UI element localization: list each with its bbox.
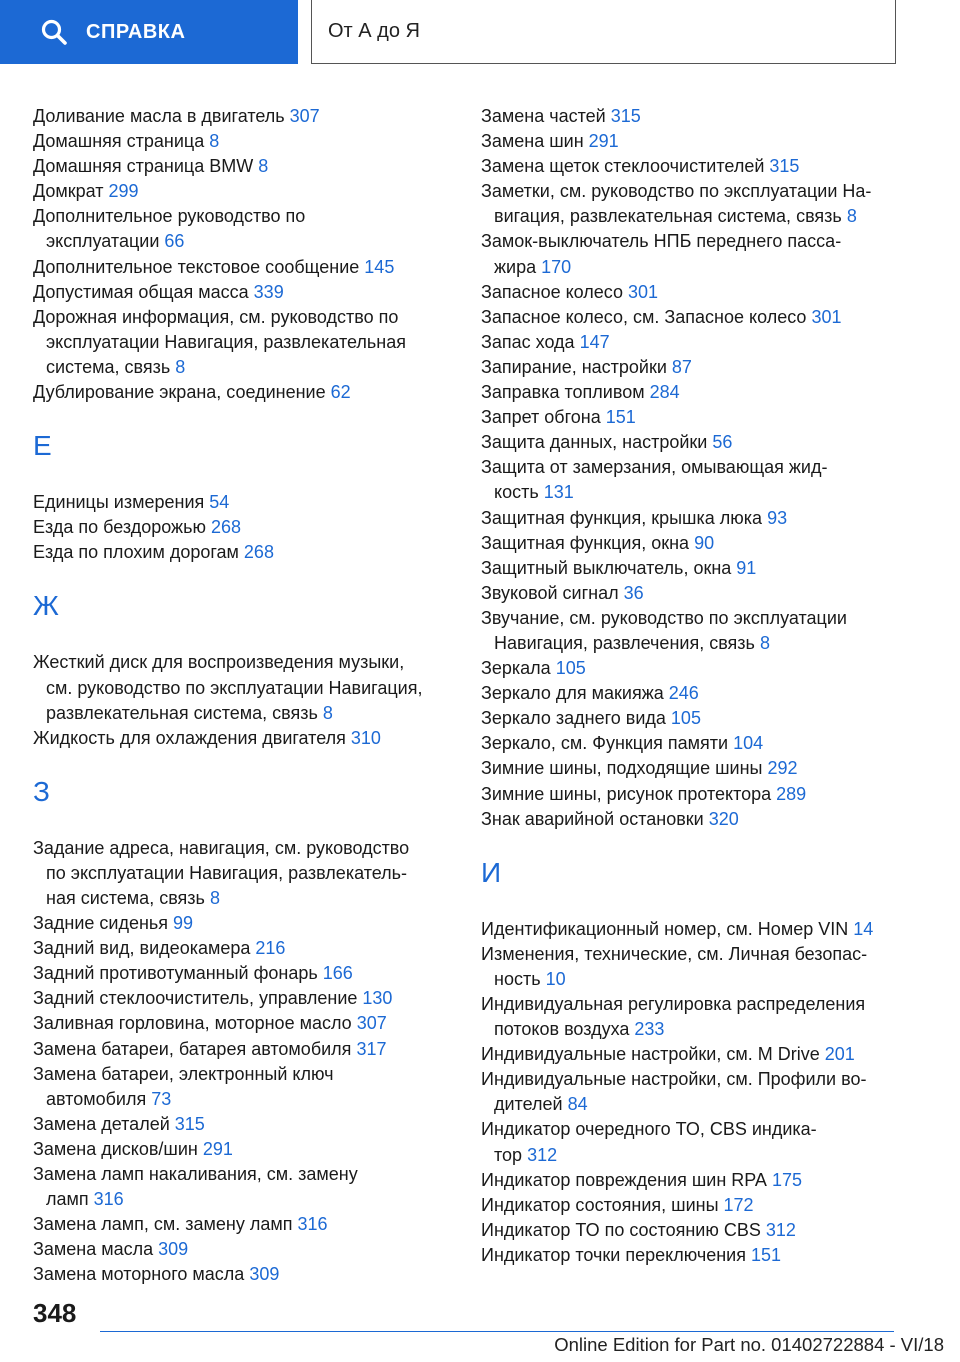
index-entry-text: Жидкость для охлаждения двигателя <box>33 727 346 748</box>
page-reference-link[interactable]: 301 <box>811 306 842 327</box>
help-tab-label: СПРАВКА <box>86 20 186 43</box>
index-entry-text: Замена батареи, батарея автомобиля <box>33 1038 352 1059</box>
page-reference-link[interactable]: 310 <box>350 727 381 748</box>
index-entry <box>481 355 901 380</box>
index-entry-text: см. руководство по эксплуатации Навигация, <box>46 677 423 698</box>
index-entry <box>33 1162 443 1212</box>
page-reference-link[interactable]: 151 <box>605 407 636 428</box>
index-entry-text: кость <box>494 482 539 503</box>
page-reference-link[interactable]: 105 <box>555 658 586 679</box>
index-entry-text: эксплуатации Навигация, развлекательная <box>46 331 406 352</box>
index-entry-text: дителей <box>494 1094 563 1115</box>
index-entry-text: Зеркала <box>481 658 551 679</box>
index-entry-text: тор <box>494 1144 523 1165</box>
footer-divider <box>100 1331 894 1332</box>
index-entry-text: Доливание масла в двигатель <box>33 106 285 126</box>
index-entry-text: Жесткий диск для воспроизведения музыки, <box>33 652 405 673</box>
index-entry <box>481 455 901 505</box>
index-entry <box>33 204 443 254</box>
index-letter-heading: Е <box>33 430 52 462</box>
index-entry-text: развлекательная система, связь <box>46 702 318 723</box>
index-entry <box>33 1062 443 1112</box>
index-entry <box>481 606 901 656</box>
index-entry <box>481 1168 901 1193</box>
page-reference-link[interactable]: 66 <box>164 231 185 252</box>
index-entry <box>481 430 901 455</box>
index-entry <box>33 104 443 129</box>
index-entry <box>481 104 901 129</box>
page-reference-link[interactable]: 289 <box>776 783 807 804</box>
page-reference-link[interactable]: 309 <box>158 1239 189 1260</box>
index-entry-text: Замена щеток стеклоочистителей <box>481 156 765 177</box>
index-entry <box>33 305 443 380</box>
index-entry <box>33 1237 443 1262</box>
index-entry-text: Зеркало заднего вида <box>481 708 666 729</box>
index-entry-text: Езда по плохим дорогам <box>33 542 239 563</box>
page-reference-link[interactable]: 166 <box>322 963 353 984</box>
index-entry-text: Защита от замерзания, омывающая жид- <box>481 457 828 478</box>
a-to-z-tab[interactable] <box>311 0 896 64</box>
index-entry-text: Задний противотуманный фонарь <box>33 963 318 984</box>
page-reference-link[interactable]: 104 <box>733 733 764 754</box>
page-reference-link[interactable]: 301 <box>628 281 659 302</box>
page-reference-link[interactable]: 291 <box>202 1138 233 1159</box>
index-entry <box>33 836 443 911</box>
index-entry-text: Задний вид, видеокамера <box>33 938 251 959</box>
index-entry-text: Индикатор очередного ТО, CBS индика- <box>481 1119 817 1140</box>
page-reference-link[interactable]: 8 <box>846 206 857 227</box>
index-entry <box>33 179 443 204</box>
index-entry <box>481 405 901 430</box>
index-entry <box>33 1112 443 1137</box>
page-reference-link[interactable]: 309 <box>249 1264 280 1285</box>
index-column-left <box>33 104 443 1287</box>
page-reference-link[interactable]: 130 <box>362 988 393 1009</box>
index-entry <box>33 1212 443 1237</box>
index-entry-text: Запас хода <box>481 331 575 352</box>
index-entry-text: Звучание, см. руководство по эксплуатации <box>481 607 847 628</box>
page-reference-link[interactable]: 105 <box>670 708 701 729</box>
page-reference-link[interactable]: 291 <box>588 131 619 152</box>
index-entry-text: Индикатор повреждения шин RPA <box>481 1169 767 1190</box>
index-entry <box>33 1037 443 1062</box>
index-entry-text: Защитная функция, окна <box>481 532 690 553</box>
index-entry-text: Индикатор состояния, шины <box>481 1194 719 1215</box>
page-reference-link[interactable]: 73 <box>151 1088 172 1109</box>
index-entry-text: Дублирование экрана, соединение <box>33 382 326 403</box>
index-entry-text: автомобиля <box>46 1088 147 1109</box>
index-entry <box>481 380 901 405</box>
search-icon <box>40 18 68 46</box>
index-entry-text: Домашняя страница BMW <box>33 156 254 177</box>
index-entry-text: Индикатор точки переключения <box>481 1244 746 1265</box>
index-entry-text: Защитный выключатель, окна <box>481 557 732 578</box>
index-entry <box>33 1011 443 1036</box>
page-reference-link[interactable]: 91 <box>736 557 757 578</box>
page-reference-link[interactable]: 90 <box>694 532 715 553</box>
index-entry-text: ная система, связь <box>46 887 205 908</box>
page-reference-link[interactable]: 10 <box>545 968 566 989</box>
index-entry <box>481 807 901 832</box>
index-entry <box>33 540 443 565</box>
index-entry-text: Замена деталей <box>33 1113 170 1134</box>
edition-label: Online Edition for Part no. 01402722884 - VI/18 <box>554 1334 944 1355</box>
index-entry <box>481 917 901 942</box>
page-reference-link[interactable]: 292 <box>767 758 798 779</box>
page-reference-link[interactable]: 317 <box>356 1038 387 1059</box>
index-entry-text: Звуковой сигнал <box>481 582 619 603</box>
index-entry-text: потоков воздуха <box>494 1019 630 1040</box>
index-entry-text: система, связь <box>46 356 171 377</box>
page-reference-link[interactable]: 131 <box>543 482 574 503</box>
page-reference-link[interactable]: 299 <box>108 181 139 202</box>
page-reference-link[interactable]: 36 <box>623 582 644 603</box>
page-number: 348 <box>33 1298 77 1328</box>
index-entry-text: Дополнительное текстовое сообщение <box>33 256 360 277</box>
index-entry <box>481 1193 901 1218</box>
index-entry-text: Задний стеклоочиститель, управление <box>33 988 358 1009</box>
index-entry <box>481 129 901 154</box>
index-entry <box>481 1067 901 1117</box>
index-entry <box>481 942 901 992</box>
index-entry-text: Дополнительное руководство по <box>33 206 306 227</box>
page-reference-link[interactable]: 93 <box>767 507 788 528</box>
header <box>0 0 960 66</box>
page-reference-link[interactable]: 54 <box>209 492 230 513</box>
index-entry-text: Заливная горловина, моторное масло <box>33 1013 352 1034</box>
index-entry <box>33 726 443 751</box>
page-reference-link[interactable]: 84 <box>567 1094 588 1115</box>
index-entry <box>481 229 901 279</box>
index-entry-text: Замена моторного масла <box>33 1264 245 1285</box>
page-reference-link[interactable]: 316 <box>297 1214 328 1235</box>
index-entry <box>33 1262 443 1287</box>
index-entry-text: Защита данных, настройки <box>481 432 708 453</box>
page-reference-link[interactable]: 8 <box>322 702 333 723</box>
index-entry <box>33 515 443 540</box>
index-entry-text: Идентификационный номер, см. Номер VIN <box>481 918 849 939</box>
index-entry-text: Навигация, развлечения, связь <box>494 632 755 653</box>
page-reference-link[interactable]: 147 <box>579 331 610 352</box>
index-entry-text: Зимние шины, рисунок протектора <box>481 783 772 804</box>
index-entry-text: Езда по бездорожью <box>33 517 206 538</box>
index-entry <box>33 986 443 1011</box>
index-entry-text: Замена шин <box>481 131 584 152</box>
index-entry <box>481 756 901 781</box>
index-entry-text: Задание адреса, навигация, см. руководство <box>33 837 410 858</box>
index-letter-heading: И <box>481 856 502 888</box>
page-reference-link[interactable]: 268 <box>210 517 242 538</box>
index-entry-text: Замена масла <box>33 1239 154 1260</box>
page-reference-link[interactable]: 201 <box>824 1044 855 1065</box>
page-reference-link[interactable]: 56 <box>712 432 733 453</box>
index-entry <box>33 1137 443 1162</box>
index-entry-text: Домкрат <box>33 181 104 202</box>
index-entry-text: Единицы измерения <box>33 492 205 513</box>
page-reference-link[interactable]: 315 <box>174 1113 205 1134</box>
index-entry <box>481 992 901 1042</box>
index-entry <box>481 330 901 355</box>
index-entry-text: Индивидуальные настройки, см. M Drive <box>481 1044 820 1065</box>
index-entry-text: Зеркало, см. Функция памяти <box>481 733 729 754</box>
page-reference-link[interactable]: 8 <box>258 156 269 177</box>
index-letter-heading: Ж <box>33 590 59 622</box>
page-reference-link[interactable]: 339 <box>253 281 284 302</box>
page-reference-link[interactable]: 284 <box>649 382 680 403</box>
index-entry-text: ность <box>494 968 541 989</box>
index-entry <box>481 506 901 531</box>
index-entry-text: Замена дисков/шин <box>33 1138 198 1159</box>
index-entry-text: по эксплуатации Навигация, развлекатель- <box>46 862 408 883</box>
index-entry <box>33 380 443 405</box>
index-entry <box>481 556 901 581</box>
page-reference-link[interactable]: 8 <box>209 131 220 152</box>
index-entry <box>33 911 443 936</box>
index-entry-text: Запасное колесо <box>481 281 624 302</box>
index-entry-text: Замена ламп, см. замену ламп <box>33 1214 293 1235</box>
index-entry-text: эксплуатации <box>46 231 160 252</box>
index-entry-text: Запирание, настройки <box>481 356 667 377</box>
index-entry <box>481 1117 901 1167</box>
index-entry <box>33 154 443 179</box>
index-entry <box>481 179 901 229</box>
index-entry <box>33 961 443 986</box>
page-reference-link[interactable]: 170 <box>541 256 572 277</box>
index-entry <box>481 1243 901 1268</box>
index-entry <box>481 1042 901 1067</box>
index-entry <box>481 305 901 330</box>
index-entry <box>33 936 443 961</box>
page-reference-link[interactable]: 216 <box>255 938 286 959</box>
index-entry-text: Замена ламп накаливания, см. замену <box>33 1164 358 1184</box>
index-entry <box>33 255 443 280</box>
page-reference-link[interactable]: 312 <box>765 1219 796 1240</box>
index-entry-text: Дорожная информация, см. руководство по <box>33 306 399 327</box>
index-entry <box>33 280 443 305</box>
index-entry-text: Замена частей <box>481 106 606 126</box>
index-entry-text: вигация, развлекательная система, связь <box>494 206 842 227</box>
index-entry <box>481 656 901 681</box>
index-entry-text: Заметки, см. руководство по эксплуатации На- <box>481 181 872 202</box>
page-reference-link[interactable]: 315 <box>769 156 800 177</box>
page-reference-link[interactable]: 175 <box>771 1169 802 1190</box>
page-reference-link[interactable]: 151 <box>750 1244 781 1265</box>
index-entry-text: Запасное колесо, см. Запасное колесо <box>481 306 807 327</box>
page-reference-link[interactable]: 8 <box>175 356 186 377</box>
index-entry-text: Индивидуальные настройки, см. Профили во- <box>481 1069 867 1090</box>
index-entry <box>33 490 443 515</box>
index-entry-text: Домашняя страница <box>33 131 205 152</box>
index-entry <box>481 681 901 706</box>
index-entry <box>481 782 901 807</box>
page-reference-link[interactable]: 268 <box>243 542 274 563</box>
page-reference-link[interactable]: 312 <box>527 1144 558 1165</box>
index-entry-text: Знак аварийной остановки <box>481 808 704 829</box>
index-entry-text: Допустимая общая масса <box>33 281 249 302</box>
index-entry-text: жира <box>494 256 537 277</box>
index-entry <box>33 650 443 725</box>
page-reference-link[interactable]: 233 <box>634 1019 665 1040</box>
page-reference-link[interactable]: 8 <box>209 887 220 908</box>
page-reference-link[interactable]: 316 <box>93 1189 124 1210</box>
page-reference-link[interactable]: 246 <box>668 683 699 704</box>
index-entry <box>481 581 901 606</box>
index-entry <box>481 706 901 731</box>
page-reference-link[interactable]: 62 <box>330 382 351 403</box>
index-entry-text: Зимние шины, подходящие шины <box>481 758 763 779</box>
page-reference-link[interactable]: 307 <box>356 1013 387 1034</box>
index-entry-text: Заправка топливом <box>481 382 645 403</box>
index-entry <box>481 531 901 556</box>
index-entry-text: Зеркало для макияжа <box>481 683 664 704</box>
index-entry <box>481 1218 901 1243</box>
a-to-z-tab-label: От А до Я <box>328 20 420 42</box>
page-reference-link[interactable]: 99 <box>173 913 194 934</box>
page-reference-link[interactable]: 320 <box>708 808 739 829</box>
page-reference-link[interactable]: 172 <box>723 1194 754 1215</box>
index-entry-text: Индикатор ТО по состоянию CBS <box>481 1219 761 1240</box>
index-entry <box>33 129 443 154</box>
help-tab[interactable] <box>0 0 298 64</box>
index-entry-text: Защитная функция, крышка люка <box>481 507 763 528</box>
index-entry-text: ламп <box>46 1189 89 1210</box>
index-entry-text: Замена батареи, электронный ключ <box>33 1063 334 1084</box>
index-entry-text: Задние сиденья <box>33 913 169 934</box>
index-entry-text: Изменения, технические, см. Личная безопас- <box>481 943 868 964</box>
index-entry <box>481 280 901 305</box>
index-letter-heading: З <box>33 775 50 807</box>
page-reference-link[interactable]: 307 <box>289 106 320 126</box>
page-reference-link[interactable]: 14 <box>853 918 874 939</box>
page-reference-link[interactable]: 145 <box>364 256 395 277</box>
index-entry-text: Запрет обгона <box>481 407 601 428</box>
index-entry <box>481 154 901 179</box>
index-entry <box>481 731 901 756</box>
index-column-right <box>481 104 901 1268</box>
index-entry-text: Замок-выключатель НПБ переднего пасса- <box>481 231 842 252</box>
page-reference-link[interactable]: 315 <box>610 106 641 126</box>
page-reference-link[interactable]: 8 <box>759 632 770 653</box>
index-entry-text: Индивидуальная регулировка распределения <box>481 994 866 1014</box>
page-reference-link[interactable]: 87 <box>671 356 692 377</box>
